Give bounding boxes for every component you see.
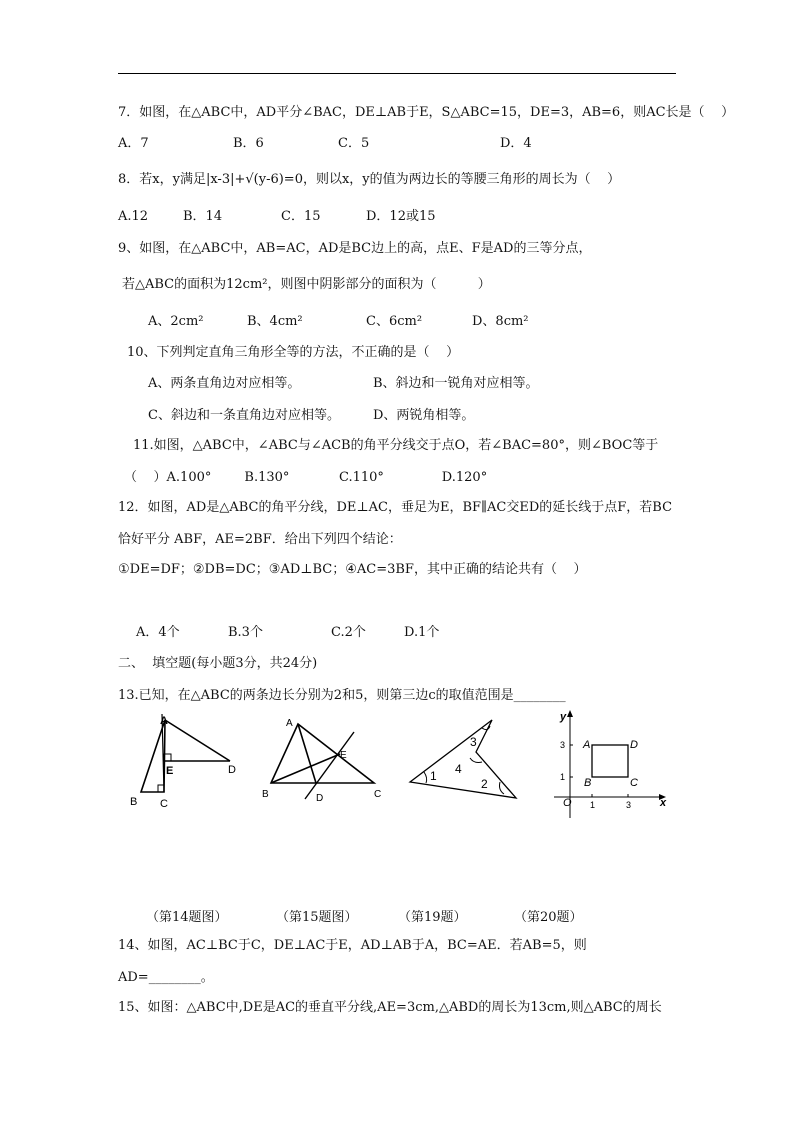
- fig19-label-4: 4: [455, 762, 462, 776]
- figure-14: [126, 712, 250, 812]
- q8-option-c: C．15: [281, 209, 321, 224]
- figure-19: [404, 712, 524, 804]
- q7-option-d: D．4: [500, 136, 532, 151]
- q11-line2: （ ）A.100° B.130° C.110° D.120°: [124, 470, 488, 485]
- q10-option-d: D、两锐角相等。: [373, 408, 475, 423]
- fig20-tick-y1: 1: [560, 772, 566, 782]
- fig19-label-3: 3: [470, 735, 477, 749]
- q14-line1: 14、如图，AC⊥BC于C，DE⊥AC于E，AD⊥AB于A，BC=AE．若AB=5，则: [118, 938, 587, 953]
- q7-text: 7．如图，在△ABC中，AD平分∠BAC，DE⊥AB于E，S△ABC=15，DE=3，AB=6，则AC长是（ ）: [118, 105, 735, 120]
- figure-20: [550, 706, 674, 824]
- fig20-label-d: D: [630, 739, 638, 751]
- fig14-label-a: A: [160, 715, 168, 727]
- q9-option-b: B、4cm²: [247, 314, 303, 329]
- fig20-label-o: O: [563, 797, 572, 809]
- q9-option-a: A、2cm²: [148, 314, 204, 329]
- q9-line2: 若△ABC的面积为12cm²，则图中阴影部分的面积为（ ）: [122, 277, 491, 292]
- fig14-label-e: E: [166, 765, 174, 777]
- fig15-label-b: B: [262, 789, 269, 800]
- fig19-label-1: 1: [430, 769, 437, 783]
- q7-option-c: C．5: [338, 136, 370, 151]
- fig20-tick-y3: 3: [560, 740, 566, 750]
- fig20-label-c: C: [630, 777, 638, 789]
- caption-fig15: （第15题图）: [276, 910, 358, 925]
- q10-option-a: A、两条直角边对应相等。: [148, 376, 301, 391]
- q12-option-a: A．4个: [136, 625, 180, 640]
- fig15-label-a: A: [286, 718, 293, 729]
- fig14-label-b: B: [130, 796, 138, 808]
- fig20-label-b: B: [584, 777, 592, 789]
- fig14-label-c: C: [160, 798, 168, 810]
- section-heading: 二、 填空题(每小题3分，共24分): [118, 656, 318, 671]
- q15-text: 15、如图：△ABC中,DE是AC的垂直平分线,AE=3cm,△ABD的周长为13cm,则△ABC的周长: [118, 1000, 662, 1015]
- fig20-label-x: x: [660, 797, 667, 809]
- fig20-tick-x3: 3: [626, 800, 632, 810]
- q10-option-b: B、斜边和一锐角对应相等。: [373, 376, 539, 391]
- caption-fig20: （第20题）: [514, 910, 583, 925]
- q13-text: 13.已知，在△ABC的两条边长分别为2和5，则第三边c的取值范围是________: [118, 688, 566, 703]
- q10-text: 10、下列判定直角三角形全等的方法，不正确的是（ ）: [127, 345, 460, 360]
- header-rule: [118, 73, 676, 74]
- q8-option-b: B．14: [183, 209, 223, 224]
- fig19-label-2: 2: [481, 777, 488, 791]
- q12-line1: 12．如图，AD是△ABC的角平分线，DE⊥AC，垂足为E，BF∥AC交ED的延长线于点F，若BC: [118, 500, 673, 515]
- q10-option-c: C、斜边和一条直角边对应相等。: [148, 408, 340, 423]
- q9-line1: 9、如图，在△ABC中，AB=AC，AD是BC边上的高，点E、F是AD的三等分点，: [118, 241, 592, 256]
- fig15-label-e: E: [340, 750, 347, 761]
- q14-line2: AD=________。: [118, 970, 214, 985]
- caption-fig19: （第19题）: [398, 910, 467, 925]
- fig15-label-c: C: [374, 789, 382, 800]
- q12-line3: ①DE=DF；②DB=DC；③AD⊥BC；④AC=3BF，其中正确的结论共有（ ）: [118, 562, 587, 577]
- fig20-label-y: y: [560, 711, 567, 723]
- q9-option-d: D、8cm²: [472, 314, 529, 329]
- figure-15: [256, 714, 388, 806]
- fig20-tick-x1: 1: [590, 800, 596, 810]
- q12-option-d: D.1个: [404, 625, 440, 640]
- q8-option-d: D．12或15: [366, 209, 436, 224]
- q12-option-c: C.2个: [331, 625, 366, 640]
- q11-line1: 11.如图，△ABC中，∠ABC与∠ACB的角平分线交于点O，若∠BAC=80°，则∠BOC等于: [133, 438, 659, 453]
- caption-fig14: （第14题图）: [146, 910, 228, 925]
- q9-option-c: C、6cm²: [366, 314, 423, 329]
- q12-line2: 恰好平分 ABF，AE=2BF．给出下列四个结论：: [118, 532, 402, 547]
- fig15-label-d: D: [316, 793, 324, 804]
- q8-text: 8．若x，y满足|x-3|+√(y-6)=0，则以x，y的值为两边长的等腰三角形的周长为（ ）: [118, 172, 621, 187]
- fig20-label-a: A: [583, 739, 591, 751]
- q12-option-b: B.3个: [228, 625, 263, 640]
- q7-option-b: B．6: [233, 136, 264, 151]
- fig14-label-d: D: [228, 764, 236, 776]
- q7-option-a: A．7: [118, 136, 149, 151]
- q8-option-a: A.12: [118, 209, 149, 224]
